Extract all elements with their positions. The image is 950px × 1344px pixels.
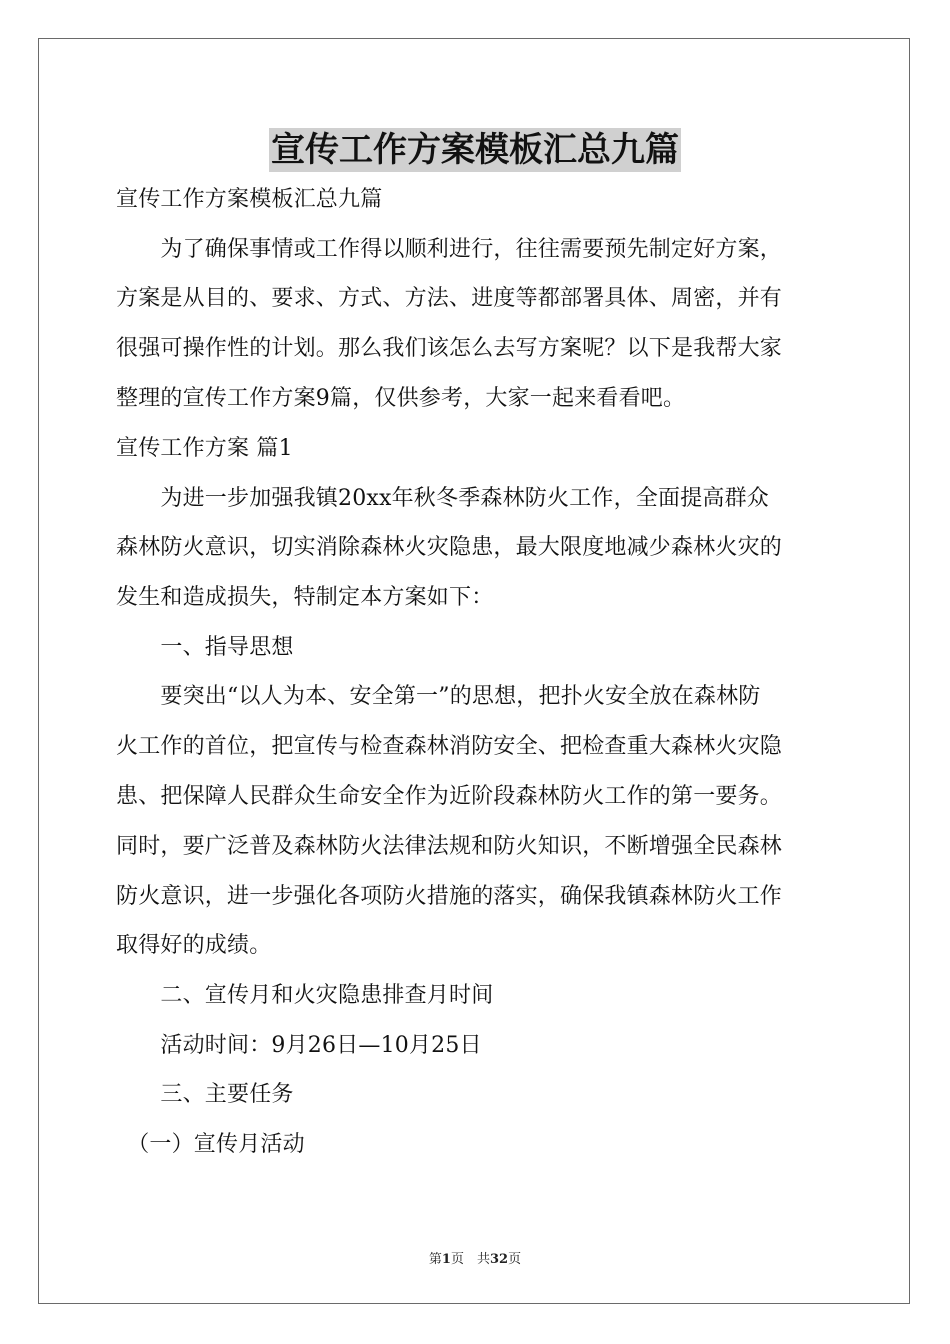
subsection-heading: 三、主要任务: [116, 1082, 294, 1107]
footer-page-current: 1: [441, 1252, 451, 1267]
body-line: 要突出“以人为本、安全第一”的思想，把扑火安全放在森林防: [116, 684, 761, 709]
section-heading: 宣传工作方案 篇1: [116, 436, 293, 461]
body-line: 整理的宣传工作方案9篇，仅供参考，大家一起来看看吧。: [116, 386, 686, 411]
body-line: 防火意识，进一步强化各项防火措施的落实，确保我镇森林防火工作: [116, 884, 783, 909]
footer-suffix: 页: [508, 1252, 522, 1267]
body-line: 为了确保事情或工作得以顺利进行，往往需要预先制定好方案，: [116, 237, 783, 262]
page-border: [38, 38, 910, 1304]
body-line: 活动时间：9月26日—10月25日: [116, 1033, 482, 1058]
body-line: 患、把保障人民群众生命安全作为近阶段森林防火工作的第一要务。: [116, 784, 783, 809]
body-line: 宣传工作方案模板汇总九篇: [116, 187, 383, 212]
subsection-heading: 二、宣传月和火灾隐患排查月时间: [116, 983, 494, 1008]
body-line: 取得好的成绩。: [116, 933, 272, 958]
body-line: 发生和造成损失，特制定本方案如下：: [116, 585, 494, 610]
body-line: 很强可操作性的计划。那么我们该怎么去写方案呢？以下是我帮大家: [116, 336, 783, 361]
title-container: [0, 128, 950, 172]
document-title: 宣传工作方案模板汇总九篇: [271, 130, 679, 170]
footer-prefix: 第: [428, 1252, 442, 1267]
subsection-heading: （一）宣传月活动: [116, 1132, 305, 1157]
body-line: 火工作的首位，把宣传与检查森林消防安全、把检查重大森林火灾隐: [116, 734, 783, 759]
subsection-heading: 一、指导思想: [116, 635, 294, 660]
body-line: 为进一步加强我镇20xx年秋冬季森林防火工作，全面提高群众: [116, 486, 770, 511]
page-footer: [0, 1248, 950, 1267]
body-line: 方案是从目的、要求、方式、方法、进度等都部署具体、周密，并有: [116, 286, 783, 311]
footer-mid: 页 共: [450, 1252, 490, 1267]
body-line: 森林防火意识，切实消除森林火灾隐患，最大限度地减少森林火灾的: [116, 535, 783, 560]
footer-page-total: 32: [489, 1252, 509, 1267]
body-line: 同时，要广泛普及森林防火法律法规和防火知识，不断增强全民森林: [116, 834, 783, 859]
